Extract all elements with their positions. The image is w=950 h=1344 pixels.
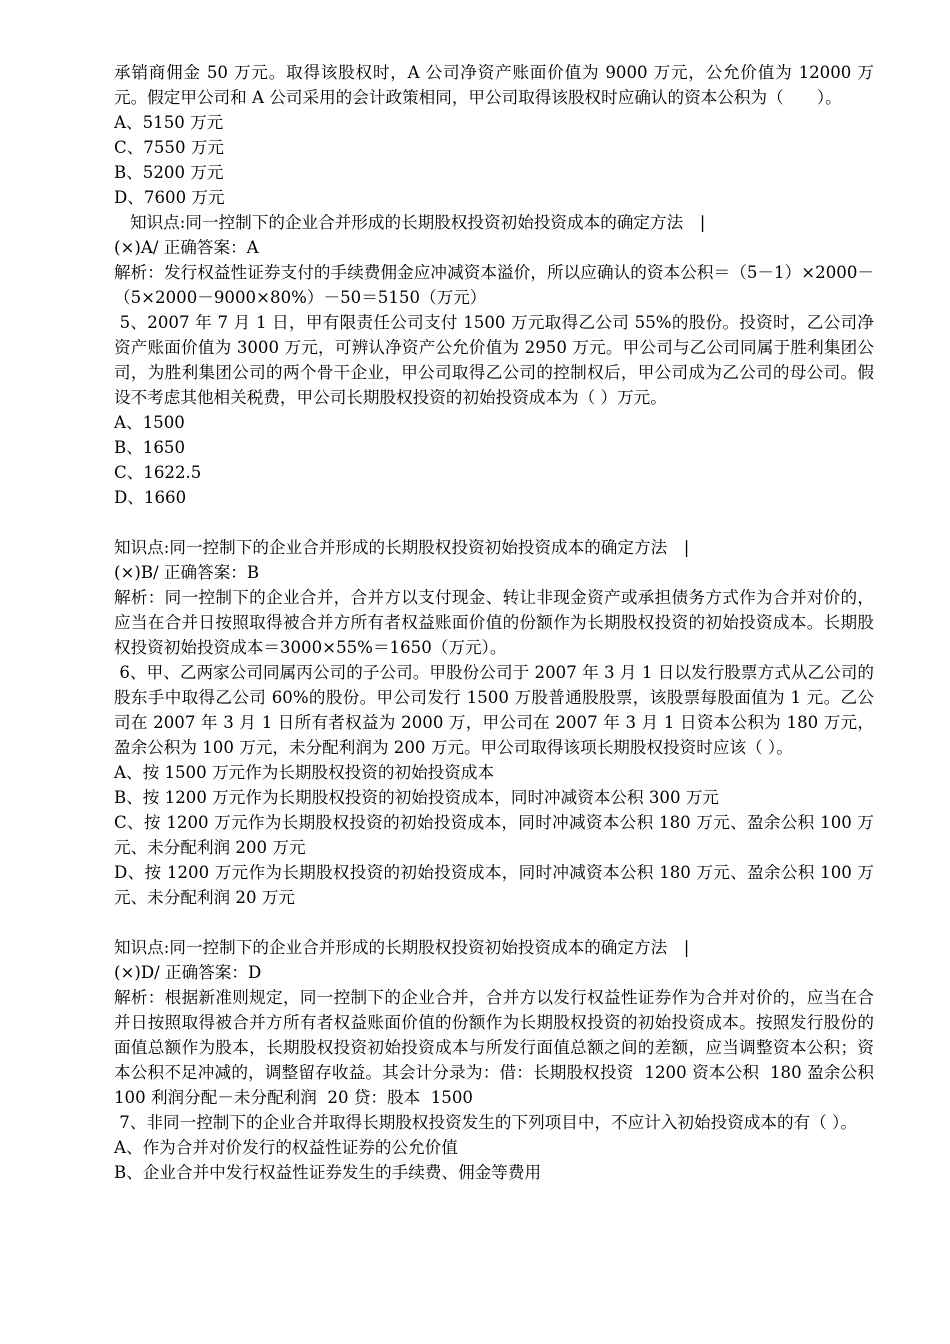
spacer — [114, 510, 874, 535]
question-6-answer: (×)D/ 正确答案：D — [114, 963, 262, 982]
question-4-option-2: C、7550 万元 — [114, 138, 224, 157]
question-5-option-c: C、1622.5 — [114, 463, 202, 482]
question-4-option-1: A、5150 万元 — [114, 113, 224, 132]
question-7-stem: 7、非同一控制下的企业合并取得长期股权投资发生的下列项目中，不应计入初始投资成本的有（ ）。 — [114, 1113, 857, 1132]
question-4-stem: 承销商佣金 50 万元。取得该股权时，A 公司净资产账面价值为 9000 万元，公允价值为 12000 万元。假定甲公司和 A 公司采用的会计政策相同，甲公司取得该股权时应确认的资本公积为（ ）。 — [114, 63, 874, 107]
question-4-analysis: 解析：发行权益性证券支付的手续费佣金应冲减资本溢价，所以应确认的资本公积＝（5－1）×2000－（5×2000－9000×80%）－50＝5150（万元） — [114, 263, 874, 307]
question-6-stem: 6、甲、乙两家公司同属丙公司的子公司。甲股份公司于 2007 年 3 月 1 日以发行股票方式从乙公司的股东手中取得乙公司 60%的股份。甲公司发行 1500 万股普通股股票，该股票每股面值为 1 元。乙公司在 2007 年 3 月 1 日所有者权益为 2000 万，甲公司在 2007 年 3 月 1 日资本公积为 180 万元，盈余公积为 100 万元，未分配利润为 200 万元。甲公司取得该项长期股权投资时应该（ ）。 — [114, 663, 874, 757]
question-6-option-a: A、按 1500 万元作为长期股权投资的初始投资成本 — [114, 763, 495, 782]
question-5-stem: 5、2007 年 7 月 1 日，甲有限责任公司支付 1500 万元取得乙公司 55%的股份。投资时，乙公司净资产账面价值为 3000 万元，可辨认净资产公允价值为 2950 万元。甲公司与乙公司同属于胜利集团公司，为胜利集团公司的两个骨干企业，甲公司取得乙公司的控制权后，甲公司成为乙公司的母公司。假设不考虑其他相关税费，甲公司长期股权投资的初始投资成本为（ ）万元。 — [114, 313, 874, 407]
question-5-analysis: 解析：同一控制下的企业合并，合并方以支付现金、转让非现金资产或承担债务方式作为合并对价的，应当在合并日按照取得被合并方所有者权益账面价值的份额作为长期股权投资的初始投资成本。长期股权投资初始投资成本＝3000×55%＝1650（万元）。 — [114, 588, 874, 657]
question-6-option-d: D、按 1200 万元作为长期股权投资的初始投资成本，同时冲减资本公积 180 万元、盈余公积 100 万元、未分配利润 20 万元 — [114, 863, 874, 907]
question-7-option-a: A、作为合并对价发行的权益性证券的公允价值 — [114, 1138, 458, 1157]
question-5-answer: (×)B/ 正确答案：B — [114, 563, 260, 582]
question-5 — [114, 310, 874, 660]
question-5-option-a: A、1500 — [114, 413, 185, 432]
question-6-knowledge-point: 知识点:同一控制下的企业合并形成的长期股权投资初始投资成本的确定方法 | — [114, 938, 690, 957]
question-5-option-d: D、1660 — [114, 488, 187, 507]
question-7-option-b: B、企业合并中发行权益性证券发生的手续费、佣金等费用 — [114, 1163, 542, 1182]
question-4-option-3: B、5200 万元 — [114, 163, 224, 182]
question-7 — [114, 1110, 874, 1185]
question-4-knowledge-point: 知识点:同一控制下的企业合并形成的长期股权投资初始投资成本的确定方法 | — [130, 213, 706, 232]
question-4-answer: (×)A/ 正确答案：A — [114, 238, 259, 257]
question-5-knowledge-point: 知识点:同一控制下的企业合并形成的长期股权投资初始投资成本的确定方法 | — [114, 538, 690, 557]
question-4 — [114, 60, 874, 310]
question-6-option-c: C、按 1200 万元作为长期股权投资的初始投资成本，同时冲减资本公积 180 万元、盈余公积 100 万元、未分配利润 200 万元 — [114, 813, 874, 857]
question-4-option-4: D、7600 万元 — [114, 188, 225, 207]
document-page — [114, 60, 885, 1185]
question-6-analysis: 解析：根据新准则规定，同一控制下的企业合并，合并方以发行权益性证券作为合并对价的，应当在合并日按照取得被合并方所有者权益账面价值的份额作为长期股权投资的初始投资成本。按照发行股份的面值总额作为股本，长期股权投资初始投资成本与所发行面值总额之间的差额，应当调整资本公积；资本公积不足冲减的，调整留存收益。其会计分录为：借：长期股权投资 1200 资本公积 180 盈余公积 100 利润分配－未分配利润 20 贷：股本 1500 — [114, 988, 885, 1107]
spacer — [114, 910, 874, 935]
question-5-option-b: B、1650 — [114, 438, 186, 457]
question-6 — [114, 660, 885, 1110]
question-6-option-b: B、按 1200 万元作为长期股权投资的初始投资成本，同时冲减资本公积 300 万元 — [114, 788, 720, 807]
